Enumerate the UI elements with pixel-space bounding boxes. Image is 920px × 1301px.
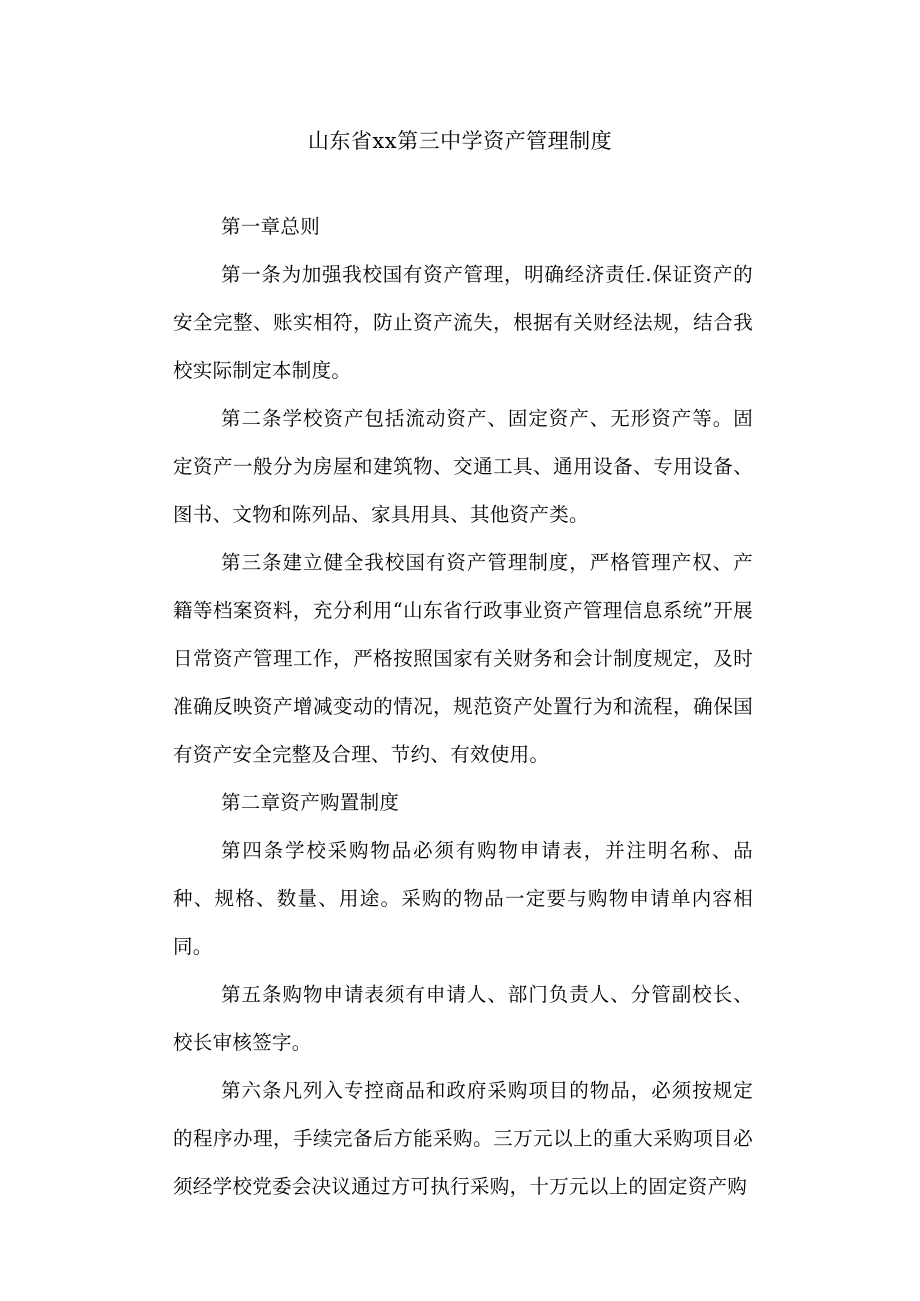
article-4-paragraph: 第四条学校采购物品必须有购物申请表，并注明名称、品种、规格、数量、用途。采购的物品一定要与购物申请单内容相同。 [173,839,753,958]
chapter-heading-1: 第一章总则 [221,215,321,238]
article-5-paragraph: 第五条购物申请表须有申请人、部门负责人、分管副校长、校长审核签字。 [173,983,753,1054]
document-body [173,203,753,1211]
chapter-heading-2: 第二章资产购置制度 [221,791,400,814]
article-3-paragraph: 第三条建立健全我校国有资产管理制度，严格管理产权、产籍等档案资料，充分利用“山东省行政事业资产管理信息系统”开展日常资产管理工作，严格按照国家有关财务和会计制度规定，及时准确反映资产增减变动的情况，规范资产处置行为和流程，确保国有资产安全完整及合理、节约、有效使用。 [173,551,753,766]
article-2-paragraph: 第二条学校资产包括流动资产、固定资产、无形资产等。固定资产一般分为房屋和建筑物、交通工具、通用设备、专用设备、图书、文物和陈列品、家具用具、其他资产类。 [173,407,753,526]
article-6-paragraph: 第六条凡列入专控商品和政府采购项目的物品，必须按规定的程序办理，手续完备后方能采购。三万元以上的重大采购项目必须经学校党委会决议通过方可执行采购，十万元以上的固定资产购 [173,1079,753,1198]
document-title: 山东省xx第三中学资产管理制度 [307,129,613,153]
article-1-paragraph: 第一条为加强我校国有资产管理，明确经济责任.保证资产的安全完整、账实相符，防止资产流失，根据有关财经法规，结合我校实际制定本制度。 [173,263,753,382]
